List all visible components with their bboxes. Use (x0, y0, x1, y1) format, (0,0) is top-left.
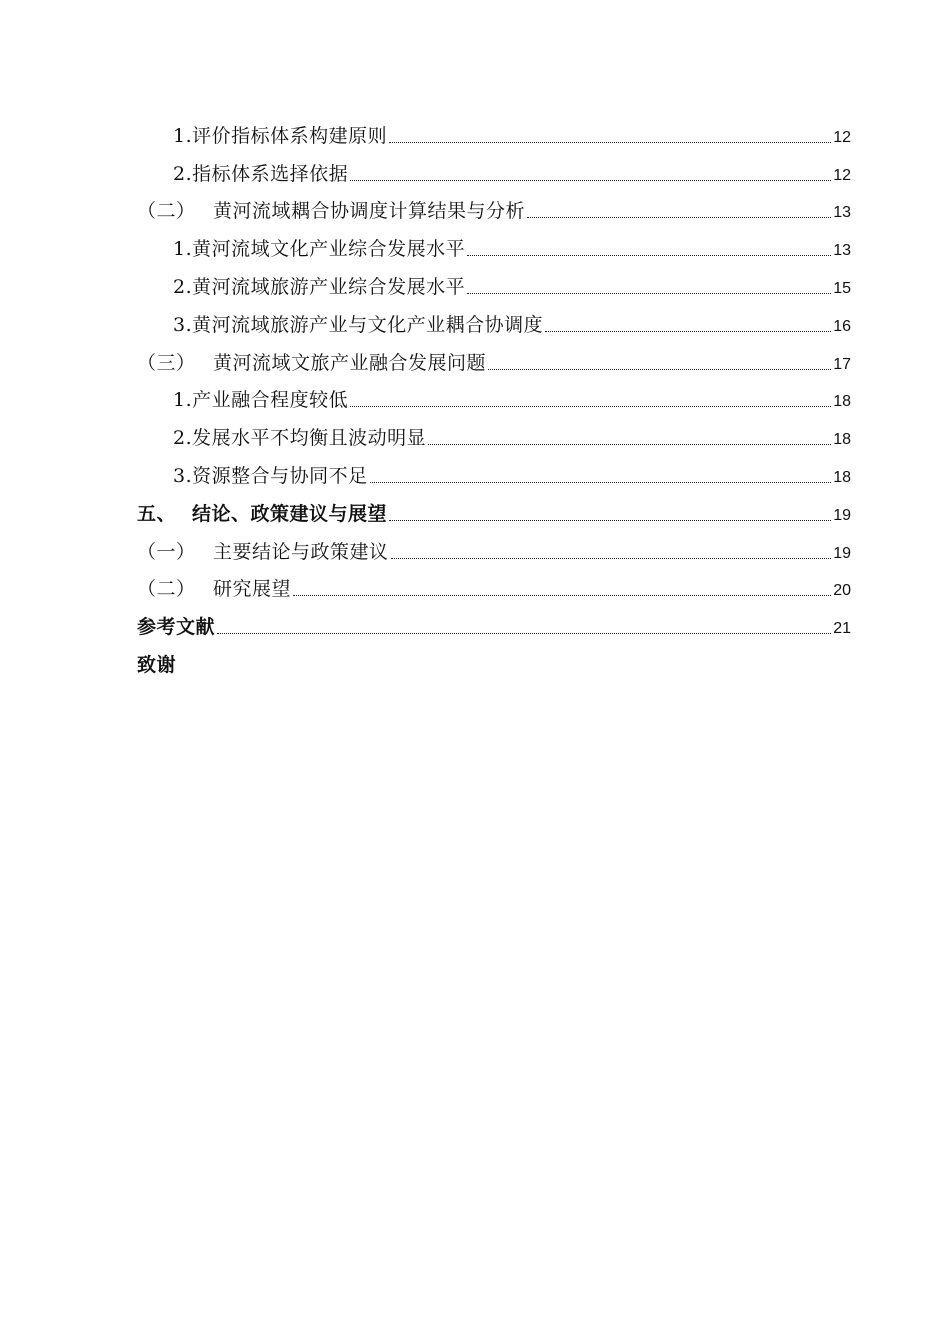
toc-entry-page: 17 (833, 355, 851, 373)
toc-entry-page: 18 (833, 393, 851, 411)
toc-entry-label (137, 653, 177, 676)
toc-entry[interactable] (137, 188, 851, 226)
toc-entry[interactable] (137, 339, 851, 377)
toc-entry[interactable] (137, 641, 851, 679)
toc-entry-title: 结论、政策建议与展望 (192, 502, 388, 525)
toc-entry-page: 13 (833, 242, 851, 260)
toc-entry-number: （二） (137, 200, 196, 223)
toc-entry-page: 18 (833, 431, 851, 449)
toc-entry-title: 致谢 (137, 653, 177, 676)
toc-entry-number: （二） (137, 578, 196, 601)
dot-leader (428, 444, 831, 445)
toc-entry[interactable] (137, 490, 851, 528)
toc-entry-label (137, 618, 215, 637)
toc-entry-number: （三） (137, 351, 196, 374)
toc-entry-page: 20 (833, 582, 851, 600)
toc-entry-number: 1. (173, 389, 193, 412)
toc-entry-number: 2. (173, 275, 193, 298)
toc-entry-number: 2. (173, 162, 193, 185)
toc-entry-title: 评价指标体系构建原则 (192, 124, 388, 147)
toc-entry-label (137, 429, 426, 448)
dot-leader (217, 633, 831, 634)
toc-entry-title: 黄河流域旅游产业与文化产业耦合协调度 (192, 313, 544, 336)
dot-leader (293, 595, 831, 596)
toc-entry-title: 产业融合程度较低 (192, 389, 349, 412)
toc-entry-title: 参考文献 (137, 616, 216, 639)
toc-entry[interactable] (137, 452, 851, 490)
toc-entry-label (137, 580, 291, 599)
toc-entry-label (137, 313, 544, 336)
toc-entry-number: 3. (173, 464, 193, 487)
toc-entry-label (137, 202, 525, 221)
toc-entry-number: 2. (173, 427, 193, 450)
toc-entry-label (137, 162, 349, 185)
toc-entry-page: 18 (833, 468, 851, 486)
toc-entry-page: 16 (833, 317, 851, 335)
toc-entry[interactable] (137, 150, 851, 188)
toc-entry-title: 黄河流域文化产业综合发展水平 (192, 238, 466, 261)
toc-entry-title: 指标体系选择依据 (192, 162, 349, 185)
dot-leader (545, 331, 831, 332)
toc-entry[interactable] (137, 301, 851, 339)
toc-entry-title: 黄河流域旅游产业综合发展水平 (192, 275, 466, 298)
toc-entry-label (137, 391, 348, 410)
toc-entry-label (137, 124, 388, 147)
toc-entry-title: 资源整合与协同不足 (192, 464, 368, 487)
toc-entry-page: 15 (833, 279, 851, 297)
toc-entry-number: 3. (173, 313, 193, 336)
toc-entry[interactable] (137, 414, 851, 452)
toc-entry-label (137, 464, 368, 487)
toc-entry-page: 19 (833, 506, 851, 524)
toc-entry[interactable] (137, 112, 851, 150)
toc-entry[interactable] (137, 528, 851, 566)
dot-leader (391, 558, 832, 559)
toc-entry-title: 研究展望 (213, 578, 292, 601)
toc-entry[interactable] (137, 225, 851, 263)
dot-leader (350, 180, 831, 181)
dot-leader (350, 406, 831, 407)
table-of-contents (137, 112, 851, 679)
dot-leader (389, 520, 831, 521)
dot-leader (389, 142, 831, 143)
dot-leader (370, 482, 832, 483)
toc-entry-page: 19 (833, 544, 851, 562)
dot-leader (488, 369, 831, 370)
toc-entry-number: （一） (137, 540, 196, 563)
toc-entry-page: 12 (833, 166, 851, 184)
toc-entry-label (137, 275, 466, 298)
toc-entry[interactable] (137, 377, 851, 415)
toc-entry-label (137, 502, 388, 525)
toc-entry-title: 发展水平不均衡且波动明显 (192, 427, 427, 450)
toc-entry-page: 21 (833, 620, 851, 638)
toc-entry-number: 1. (173, 238, 193, 261)
toc-entry-label (137, 351, 487, 374)
toc-entry-title: 黄河流域耦合协调度计算结果与分析 (213, 200, 526, 223)
dot-leader (467, 293, 831, 294)
toc-entry-title: 主要结论与政策建议 (213, 540, 389, 563)
toc-entry-title: 黄河流域文旅产业融合发展问题 (213, 351, 487, 374)
toc-entry[interactable] (137, 566, 851, 604)
dot-leader (467, 255, 831, 256)
toc-entry[interactable] (137, 263, 851, 301)
toc-entry-label (137, 540, 389, 563)
toc-entry-page: 12 (833, 128, 851, 146)
toc-entry-number: 五、 (137, 502, 177, 525)
dot-leader (527, 217, 831, 218)
toc-entry-number: 1. (173, 124, 193, 147)
toc-entry-label (137, 240, 465, 259)
toc-entry-page: 13 (833, 204, 851, 222)
toc-entry[interactable] (137, 603, 851, 641)
